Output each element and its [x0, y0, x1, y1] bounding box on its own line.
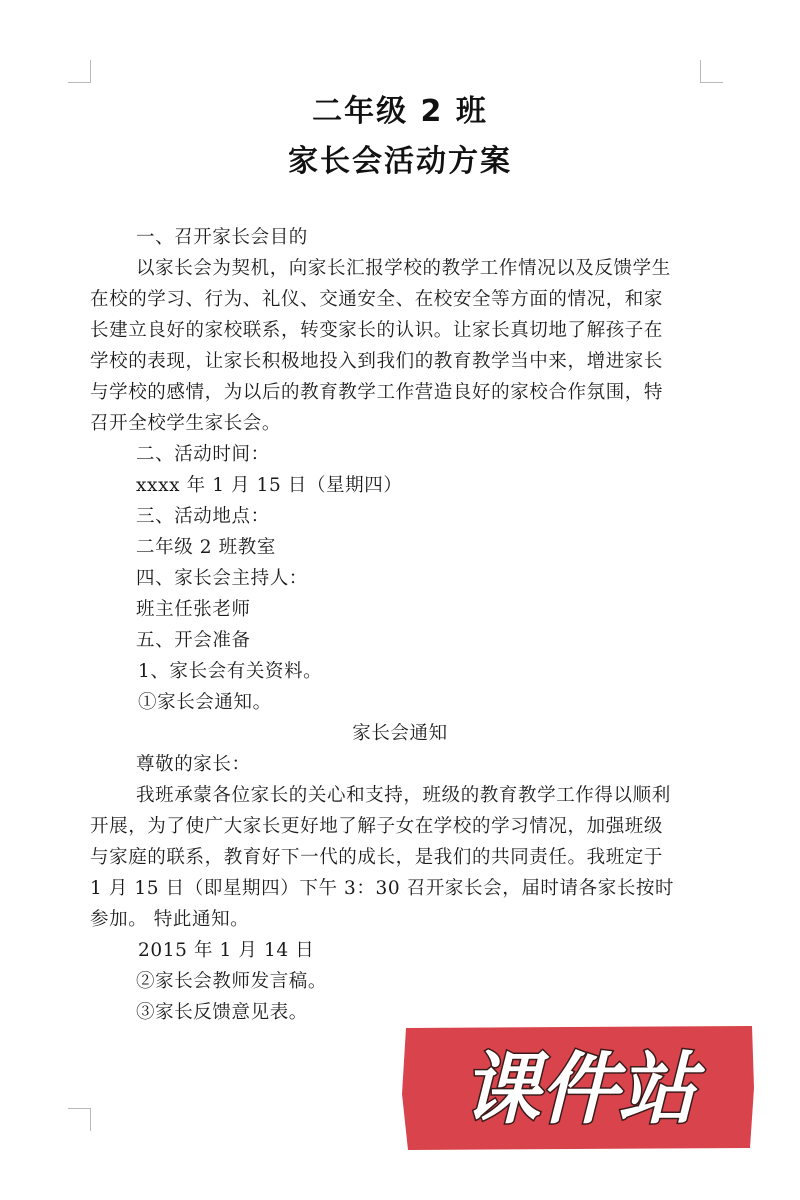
paragraph-line: 与学校的感情，为以后的教育教学工作营造良好的家校合作氛围，特	[90, 382, 664, 403]
notice-line: 1 月 15 日（即星期四）下午 3：30 召开家长会，届时请各家长按时	[90, 878, 675, 899]
notice-line: 开展，为了使广大家长更好地了解子女在学校的学习情况，加强班级	[90, 816, 664, 837]
section-value-location: 二年级 2 班教室	[136, 537, 276, 558]
preparation-item: 1、家长会有关资料。	[138, 661, 323, 682]
notice-title: 家长会通知	[352, 723, 448, 744]
notice-greeting: 尊敬的家长：	[136, 754, 251, 775]
paragraph-line: 以家长会为契机，向家长汇报学校的教学工作情况以及反馈学生	[136, 258, 671, 279]
paragraph-line: 召开全校学生家长会。	[90, 413, 282, 434]
section-heading-time: 二、活动时间：	[136, 444, 270, 465]
notice-line: 我班承蒙各位家长的关心和支持，班级的教育教学工作得以顺利	[136, 785, 671, 806]
paragraph-line: 学校的表现，让家长积极地投入到我们的教育教学当中来，增进家长	[90, 351, 664, 372]
section-heading-host: 四、家长会主持人：	[136, 568, 308, 589]
paragraph-line: 长建立良好的家校联系，转变家长的认识。让家长真切地了解孩子在	[90, 320, 664, 341]
watermark-stamp	[400, 1024, 758, 1152]
crop-mark-top-right	[700, 60, 723, 83]
notice-date: 2015 年 1 月 14 日	[138, 940, 315, 961]
preparation-subitem: ①家长会通知。	[138, 692, 272, 713]
notice-line: 参加。 特此通知。	[90, 909, 250, 930]
watermark-text: 课件站	[461, 1045, 697, 1135]
crop-mark-bottom-left	[68, 1108, 91, 1131]
paragraph-line: 在校的学习、行为、礼仪、交通安全、在校安全等方面的情况，和家	[90, 289, 664, 310]
section-value-time: xxxx 年 1 月 15 日（星期四）	[136, 475, 403, 496]
crop-mark-top-left	[68, 60, 91, 83]
preparation-subitem: ③家长反馈意见表。	[136, 1002, 308, 1023]
section-heading-purpose: 一、召开家长会目的	[136, 227, 308, 248]
preparation-subitem: ②家长会教师发言稿。	[136, 971, 328, 992]
notice-line: 与家庭的联系，教育好下一代的成长，是我们的共同责任。我班定于	[90, 847, 664, 868]
section-heading-preparation: 五、开会准备	[136, 630, 251, 651]
document-title-class: 二年级 2 班	[312, 94, 488, 129]
section-value-host: 班主任张老师	[136, 599, 251, 620]
section-heading-location: 三、活动地点：	[136, 506, 270, 527]
document-title-plan: 家长会活动方案	[288, 144, 512, 179]
